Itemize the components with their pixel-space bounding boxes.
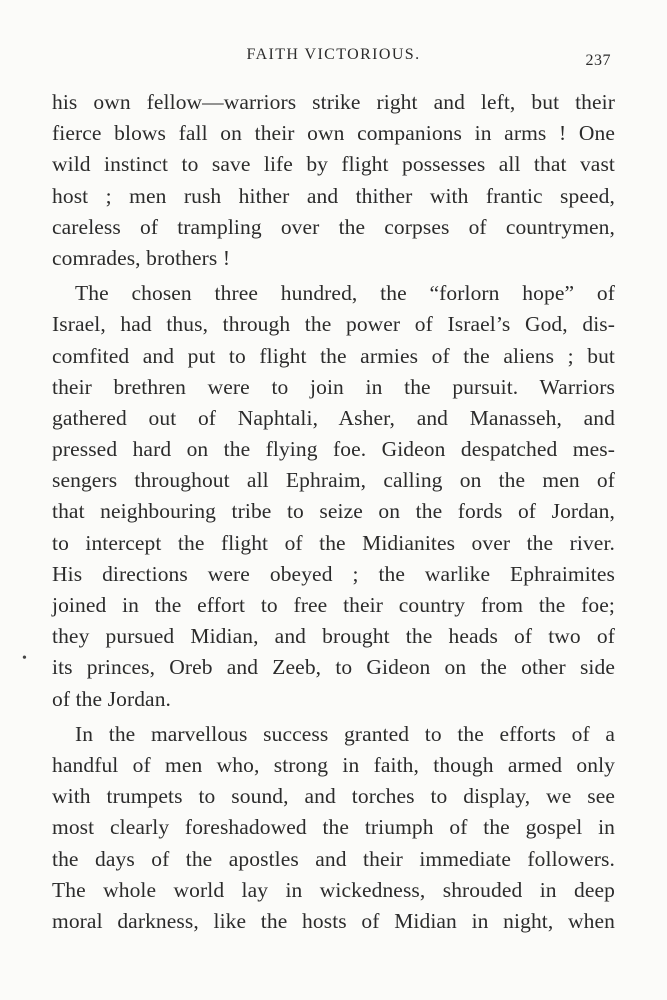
text-line: the days of the apostles and their immediate followers. xyxy=(52,846,615,871)
text-line: gathered out of Naphtali, Asher, and Manasseh, and xyxy=(52,405,615,430)
paragraph-1 xyxy=(52,87,615,274)
text-line: to intercept the flight of the Midianites over the river. xyxy=(52,530,615,555)
text-line: joined in the effort to free their country from the foe; xyxy=(52,593,615,617)
text-line: his own fellow—warriors strike right and left, but their xyxy=(52,90,615,114)
text-line: of the Jordan. xyxy=(52,686,172,711)
paragraph-2 xyxy=(52,278,615,715)
text-line: their brethren were to join in the pursuit. Warriors xyxy=(52,374,615,399)
text-line: comrades, brothers ! xyxy=(52,245,231,270)
text-line: with trumpets to sound, and torches to display, we see xyxy=(52,784,615,809)
text-line: its princes, Oreb and Zeeb, to Gideon on the other side xyxy=(52,655,615,680)
page-number: 237 xyxy=(585,52,611,69)
paragraph-3 xyxy=(52,719,615,937)
text-line: they pursued Midian, and brought the heads of two of xyxy=(52,624,615,649)
text-line: wild instinct to save life by flight possesses all that vast xyxy=(52,152,615,177)
text-line: sengers throughout all Ephraim, calling on the men of xyxy=(52,468,615,493)
text-line: pressed hard on the flying foe. Gideon despatched mes- xyxy=(52,437,615,462)
text-line: handful of men who, strong in faith, though armed only xyxy=(52,752,615,777)
body-text xyxy=(52,87,615,937)
text-line: host ; men rush hither and thither with frantic speed, xyxy=(52,183,615,208)
text-line: The chosen three hundred, the “forlorn hope” of xyxy=(75,281,615,306)
text-line: In the marvellous success granted to the efforts of a xyxy=(75,721,615,746)
running-head xyxy=(0,44,667,68)
text-line: moral darkness, like the hosts of Midian in night, when xyxy=(52,908,615,933)
running-head-title: FAITH VICTORIOUS. xyxy=(246,46,421,63)
text-line: fierce blows fall on their own companions in arms ! One xyxy=(52,121,615,146)
margin-mark: • xyxy=(22,651,27,666)
text-line: The whole world lay in wickedness, shrouded in deep xyxy=(52,877,615,902)
text-line: His directions were obeyed ; the warlike Ephraimites xyxy=(52,561,615,586)
text-line: that neighbouring tribe to seize on the fords of Jordan, xyxy=(52,499,615,524)
text-line: most clearly foreshadowed the triumph of the gospel in xyxy=(52,815,615,840)
text-line: comfited and put to flight the armies of the aliens ; but xyxy=(52,343,615,368)
text-line: careless of trampling over the corpses of countrymen, xyxy=(52,214,615,239)
text-line: Israel, had thus, through the power of Israel’s God, dis- xyxy=(52,312,615,337)
